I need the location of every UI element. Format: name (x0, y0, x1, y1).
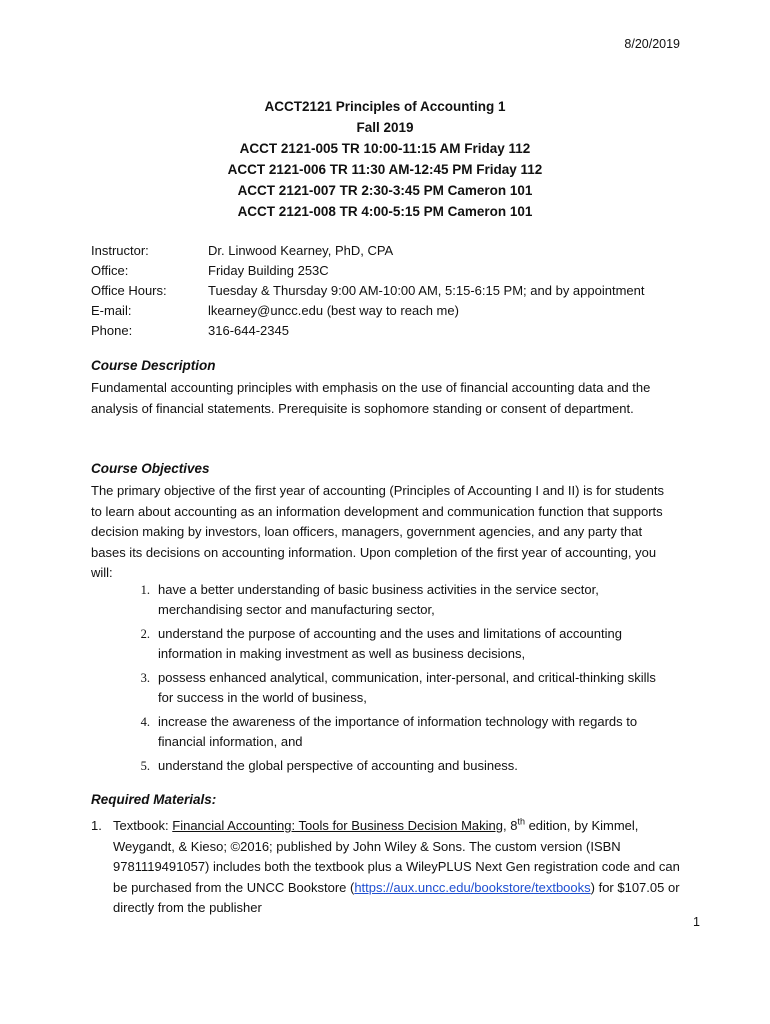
info-value: 316-644-2345 (208, 323, 289, 338)
section-line: ACCT 2121-005 TR 10:00-11:15 AM Friday 112 (239, 141, 531, 156)
textbook-price: ) for $107.05 or directly from the publisher (113, 879, 680, 915)
page-number: 1 (693, 915, 700, 929)
course-title: ACCT2121 Principles of Accounting 1 (264, 99, 506, 114)
textbook-details: edition, by Kimmel, Weygandt, & Kieso; ©2016; published by John Wiley & Sons. The custom version (ISBN 9781119491057) includes both the textbook plus a WileyPLUS Next Gen registration code and can be purchased from the UNCC Bookstore ( (113, 818, 680, 895)
instructor-info (91, 241, 644, 341)
textbook-prefix: Textbook: (113, 818, 173, 833)
list-item-text: understand the global perspective of accounting and business. (158, 758, 518, 773)
info-value: Dr. Linwood Kearney, PhD, CPA (208, 243, 394, 258)
info-value: lkearney@uncc.edu (best way to reach me) (208, 303, 459, 318)
section-line: ACCT 2121-007 TR 2:30-3:45 PM Cameron 101 (237, 183, 533, 198)
course-term: Fall 2019 (356, 120, 414, 135)
list-item-text: increase the awareness of the importance of information technology with regards to financial information, and (158, 714, 638, 749)
list-item (91, 580, 671, 620)
list-item-number: 3. (140, 671, 150, 685)
info-value: Friday Building 253C (208, 263, 329, 278)
info-row-office (91, 261, 644, 281)
textbook-title: Financial Accounting: Tools for Business Decision Making (172, 818, 503, 833)
title-block (0, 96, 770, 222)
info-row-phone (91, 321, 644, 341)
list-item (91, 712, 671, 752)
info-row-email (91, 301, 644, 321)
course-objectives-heading: Course Objectives (91, 461, 210, 476)
course-description-heading: Course Description (91, 358, 216, 373)
info-label: Instructor: (91, 243, 149, 258)
required-materials-heading: Required Materials: (91, 792, 217, 807)
info-label: Office: (91, 263, 129, 278)
info-value: Tuesday & Thursday 9:00 AM-10:00 AM, 5:15-6:15 PM; and by appointment (208, 283, 645, 298)
materials-item-text (113, 816, 681, 919)
info-row-office-hours (91, 281, 644, 301)
materials-item (91, 816, 681, 919)
course-description-text: Fundamental accounting principles with emphasis on the use of financial accounting data and the analysis of financial statements. Prerequisite is sophomore standing or consent of department. (91, 380, 651, 416)
info-label: Phone: (91, 323, 133, 338)
info-label: E-mail: (91, 303, 132, 318)
list-item (91, 668, 671, 708)
list-item-number: 5. (140, 759, 150, 773)
edition-superscript: th (517, 816, 525, 827)
list-item-number: 2. (140, 627, 150, 641)
list-item-number: 1. (140, 583, 150, 597)
info-label: Office Hours: (91, 283, 167, 298)
header-date: 8/20/2019 (624, 37, 680, 51)
list-item-text: possess enhanced analytical, communication, inter-personal, and critical-thinking skills for success in the world of business, (158, 670, 656, 705)
textbook-edition: , 8 (502, 818, 518, 833)
list-item (91, 624, 671, 664)
list-item-number: 4. (140, 715, 150, 729)
objectives-list (91, 580, 671, 780)
section-line: ACCT 2121-006 TR 11:30 AM-12:45 PM Friday 112 (227, 162, 543, 177)
list-item-text: understand the purpose of accounting and the uses and limitations of accounting information in making investment as well as business decisions, (158, 626, 622, 661)
list-item-text: have a better understanding of basic business activities in the service sector, merchandising sector and manufacturing sector, (158, 582, 599, 617)
list-item (91, 756, 671, 776)
materials-item-number: 1. (91, 818, 102, 833)
bookstore-link[interactable]: https://aux.uncc.edu/bookstore/textbooks (354, 879, 591, 895)
section-line: ACCT 2121-008 TR 4:00-5:15 PM Cameron 101 (237, 204, 533, 219)
course-objectives-intro: The primary objective of the first year of accounting (Principles of Accounting I and II) is for students to learn about accounting as an information development and communication function that supports decision making by investors, loan officers, managers, government agencies, and any party that bases its decisions on accounting information. Upon completion of the first year of accounting, you will: (91, 483, 664, 580)
info-row-instructor (91, 241, 644, 261)
